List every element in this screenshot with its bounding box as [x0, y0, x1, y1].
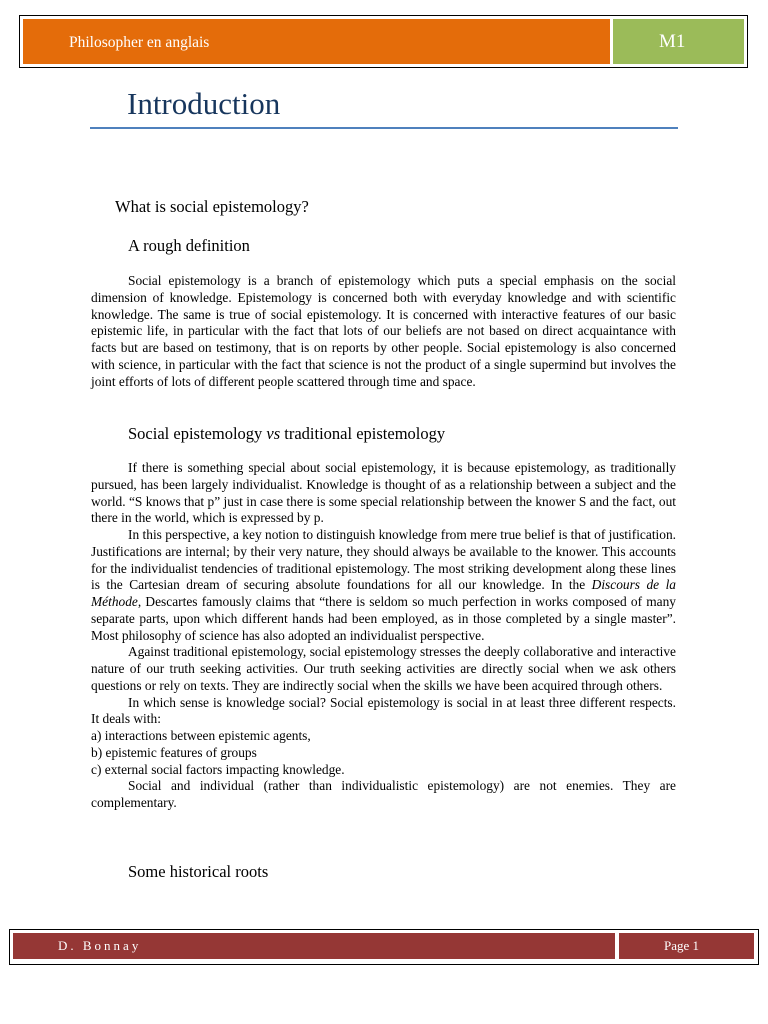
book-title: Discours de la Méthode: [91, 577, 676, 609]
page-title: Introduction: [127, 86, 281, 121]
paragraph-definition: [91, 273, 676, 390]
paragraph-collaborative: Against traditional epistemology, social epistemology stresses the deeply collaborative and interactive nature of our truth seeking activities. Our truth seeking activities are directly social when we ask others questions or rely on texts. They are indirectly social when the skills we have been acquired through others.: [91, 644, 676, 693]
header-course-bar: [23, 19, 610, 64]
footer-page-bar: [619, 933, 754, 959]
section-body-vs: [91, 460, 676, 812]
paragraph-justification: [91, 527, 676, 644]
title-underline: [90, 127, 678, 129]
footer-author: D. Bonnay: [58, 938, 142, 953]
list-item: b) epistemic features of groups: [91, 744, 257, 760]
subsection-emphasis: vs: [266, 424, 281, 443]
paragraph-text: , Descartes famously claims that “there is seldom so much perfection in works composed of many separate parts, upon which different hands had been employed, as in those completed by a single master”. Most philosophy of science has also adopted an individualist perspective.: [91, 594, 676, 643]
header-course-title: Philosopher en anglais: [69, 34, 210, 51]
paragraph-text: Social epistemology is a branch of epistemology which puts a special emphasis on the social dimension of knowledge. Epistemology is concerned both with everyday knowledge and with scientific knowledge. The same is true of social epistemology. It is concerned with interactive features of our basic epistemic life, in particular with the fact that lots of our beliefs are not based on direct acquaintance with facts but are based on testimony, that is on reports by other people. Social epistemology is also concerned with science, in particular with the fact that science is not the product of a single supermind but involves the joint efforts of lots of different people scattered through time and space.: [91, 273, 676, 389]
subsection-heading-historical-roots: Some historical roots: [128, 862, 269, 881]
subsection-heading-rough-definition: A rough definition: [128, 236, 250, 255]
subsection-text: traditional epistemology: [280, 424, 446, 443]
subsection-text: Social epistemology: [128, 424, 267, 443]
paragraph-text: In this perspective, a key notion to distinguish knowledge from mere true belief is that of justification. Justifications are internal; by their very nature, they should always be available to the knower. This accounts for the individualist tendencies of traditional epistemology. The most striking development along these lines is the Cartesian dream of securing absolute foundations for all our knowledge. In the: [91, 527, 676, 593]
paragraph-knowledge-social: In which sense is knowledge social? Social epistemology is social in at least three different respects. It deals with:: [91, 694, 676, 727]
section-heading: What is social epistemology?: [115, 197, 309, 216]
header-level: M1: [659, 31, 686, 52]
page-number: Page 1: [664, 938, 700, 953]
paragraph-individualism: If there is something special about social epistemology, it is because epistemology, as traditionally pursued, has been largely individualist. Knowledge is thought of as a relationship between a subject and the world. “S knows that p” just in case there is some special relationship between the knower S and the fact, out there in the world, which is expressed by p.: [91, 460, 676, 526]
paragraph-complementary: Social and individual (rather than individualistic epistemology) are not enemies. They are complementary.: [91, 778, 676, 810]
header-level-bar: [613, 19, 744, 64]
list-item: c) external social factors impacting knowledge.: [91, 761, 345, 777]
list-item: a) interactions between epistemic agents,: [91, 728, 311, 743]
footer-author-bar: [13, 933, 615, 959]
subsection-heading-vs: [128, 424, 445, 444]
